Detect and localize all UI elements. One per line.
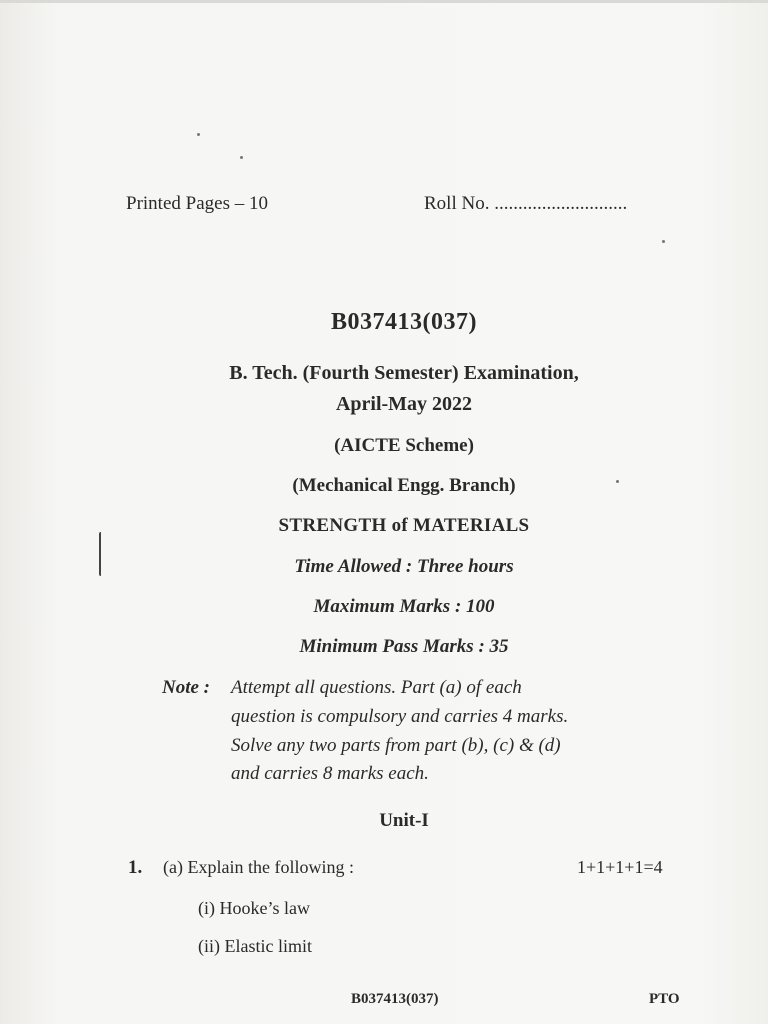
subject-title: STRENGTH of MATERIALS: [278, 515, 530, 536]
paper-code: B037413(037): [331, 309, 477, 335]
note-line: Solve any two parts from part (b), (c) & (d): [231, 735, 561, 756]
scan-speck: [197, 133, 200, 136]
scan-speck: [662, 240, 665, 243]
exam-title-line1: B. Tech. (Fourth Semester) Examination,: [229, 362, 579, 384]
unit-heading: Unit-I: [379, 810, 429, 831]
minimum-pass-marks: Minimum Pass Marks : 35: [299, 636, 509, 657]
question-number: 1.: [128, 857, 143, 878]
question-marks: 1+1+1+1=4: [577, 857, 663, 877]
scheme: (AICTE Scheme): [334, 435, 474, 456]
question-part: (a) Explain the following :: [163, 857, 354, 877]
exam-title-line2: April-May 2022: [335, 393, 473, 415]
page-top-edge: [0, 0, 768, 3]
question-subitem: (ii) Elastic limit: [198, 936, 312, 956]
time-allowed: Time Allowed : Three hours: [294, 556, 514, 577]
note-label: Note :: [162, 677, 211, 698]
branch: (Mechanical Engg. Branch): [292, 475, 516, 496]
printed-pages: Printed Pages – 10: [126, 193, 268, 214]
note-line: and carries 8 marks each.: [231, 763, 429, 784]
roll-no: Roll No. ............................: [424, 193, 628, 214]
footer-code: B037413(037): [351, 991, 439, 1007]
maximum-marks: Maximum Marks : 100: [313, 596, 495, 617]
note-line: Attempt all questions. Part (a) of each: [231, 677, 522, 698]
scan-speck: [240, 156, 243, 159]
footer-pto: PTO: [649, 991, 680, 1007]
question-subitem: (i) Hooke’s law: [198, 898, 310, 918]
note-line: question is compulsory and carries 4 marks.: [231, 706, 569, 727]
